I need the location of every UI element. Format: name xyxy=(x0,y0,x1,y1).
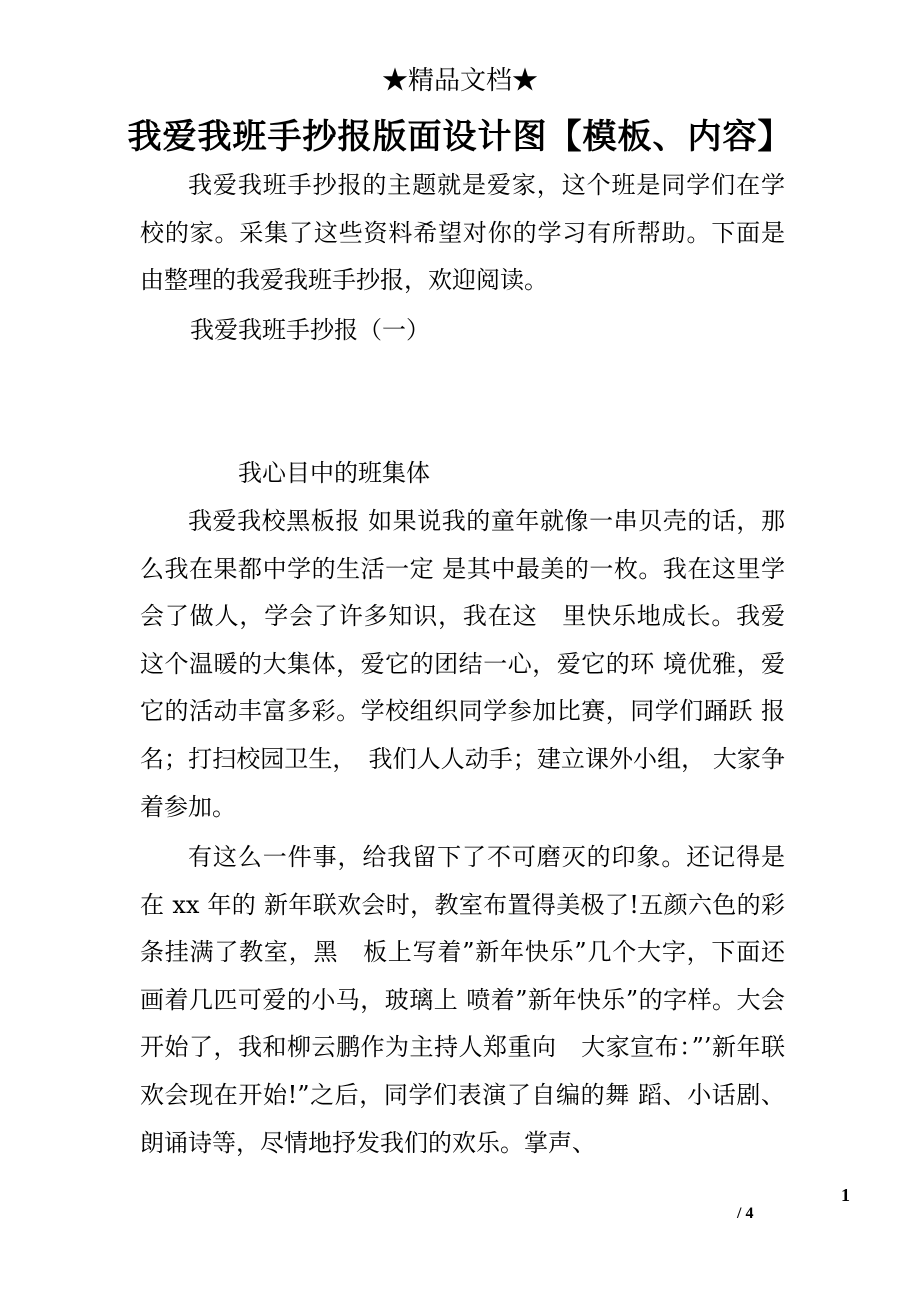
essay-paragraph-2: 有这么一件事，给我留下了不可磨灭的印象。还记得是在 xx 年的 新年联欢会时，教室布置得美极了!五颜六色的彩条挂满了教室，黑 板上写着”新年快乐”几个大字，下面还画着几匹可爱的小马，玻璃上 喷着”新年快乐”的字样。大会开始了，我和柳云鹏作为主持人郑重向 大家宣布：”’新年联欢会现在开始!”之后，同学们表演了自编的舞 蹈、小话剧、朗诵诗等，尽情地抒发我们的欢乐。掌声、 xyxy=(140,843,785,1157)
document-header: ★精品文档★ xyxy=(381,66,538,96)
intro-paragraph: 我爱我班手抄报的主题就是爱家，这个班是同学们在学校的家。采集了这些资料希望对你的学习有所帮助。下面是由整理的我爱我班手抄报，欢迎阅读。 xyxy=(140,171,785,295)
document-title: 我爱我班手抄报版面设计图【模板、内容】 xyxy=(127,117,793,157)
page-total: / 4 xyxy=(737,1205,754,1222)
page-number: 1 xyxy=(841,1185,850,1205)
section-heading: 我爱我班手抄报（一） xyxy=(190,316,430,344)
essay-title: 我心目中的班集体 xyxy=(238,459,430,487)
essay-paragraph-1: 我爱我校黑板报 如果说我的童年就像一串贝壳的话，那么我在果都中学的生活一定 是其中最美的一枚。我在这里学会了做人，学会了许多知识，我在这 里快乐地成长。我爱这个温暖的大集体，爱它的团结一心，爱它的环 境优雅，爱它的活动丰富多彩。学校组织同学参加比赛，同学们踊跃 报名；打扫校园卫生， 我们人人动手；建立课外小组， 大家争着参加。 xyxy=(140,507,785,821)
